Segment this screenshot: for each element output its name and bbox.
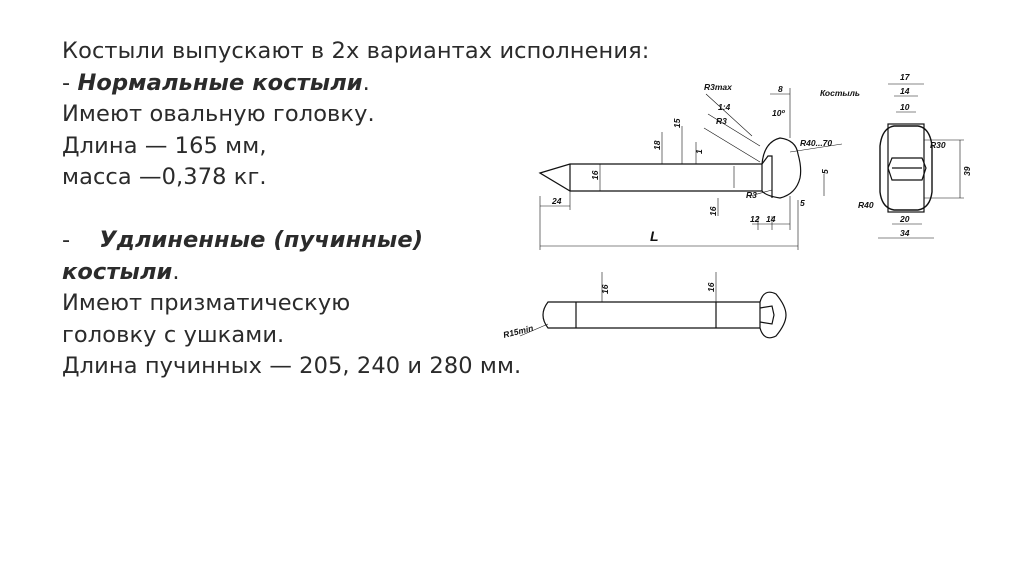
dash: - bbox=[62, 227, 100, 253]
label-10: 10 bbox=[900, 102, 910, 112]
drawing-title: Костыль bbox=[820, 88, 860, 98]
extended-head-description-cont: головку с ушками. bbox=[62, 321, 285, 348]
label-16-bottom-2: 16 bbox=[706, 282, 716, 292]
normal-length: Длина — 165 мм, bbox=[62, 132, 267, 159]
label-8: 8 bbox=[778, 84, 783, 94]
extended-spikes-term: Удлиненные (пучинные) bbox=[99, 227, 424, 253]
label-24: 24 bbox=[552, 196, 562, 206]
label-r15min: R15min bbox=[502, 322, 535, 340]
label-1: 1 bbox=[694, 149, 704, 154]
label-16-low: 16 bbox=[708, 206, 718, 216]
label-angle: 10º bbox=[772, 108, 785, 118]
label-16-bottom-1: 16 bbox=[600, 284, 610, 294]
label-14-top: 14 bbox=[900, 86, 910, 96]
label-39: 39 bbox=[962, 166, 972, 176]
label-20: 20 bbox=[900, 214, 910, 224]
dash: - bbox=[62, 69, 78, 96]
intro-line: Костыли выпускают в 2х вариантах исполнения: bbox=[62, 38, 650, 64]
label-5-right: 5 bbox=[820, 169, 830, 174]
label-12: 12 bbox=[750, 214, 760, 224]
label-slope: 1:4 bbox=[718, 102, 731, 112]
label-length: L bbox=[650, 228, 659, 244]
label-r40-70: R40...70 bbox=[800, 138, 833, 148]
label-r30: R30 bbox=[930, 140, 946, 150]
label-14-low: 14 bbox=[766, 214, 776, 224]
period: . bbox=[172, 258, 180, 285]
period: . bbox=[362, 69, 370, 96]
normal-spike-shank bbox=[540, 164, 762, 191]
normal-spikes-term: Нормальные костыли bbox=[77, 69, 363, 96]
extended-lengths: Длина пучинных — 205, 240 и 280 мм. bbox=[62, 353, 522, 379]
label-15: 15 bbox=[672, 118, 682, 128]
extended-head-description: Имеют призматическую bbox=[62, 290, 351, 316]
spike-technical-drawing bbox=[490, 66, 990, 366]
spikes-word: костыли bbox=[62, 258, 173, 285]
label-16-shank: 16 bbox=[590, 170, 600, 180]
normal-head-description: Имеют овальную головку. bbox=[62, 101, 375, 127]
label-r3-bottom: R3 bbox=[746, 190, 757, 200]
label-r3max: R3max bbox=[704, 82, 732, 92]
label-r40: R40 bbox=[858, 200, 874, 210]
label-34: 34 bbox=[900, 228, 910, 238]
label-5-low: 5 bbox=[800, 198, 805, 208]
label-18: 18 bbox=[652, 140, 662, 150]
extended-spike-head bbox=[760, 292, 786, 338]
label-17: 17 bbox=[900, 72, 910, 82]
normal-mass: масса —0,378 кг. bbox=[62, 164, 267, 190]
normal-spike-head bbox=[762, 138, 801, 198]
label-r3-top: R3 bbox=[716, 116, 727, 126]
